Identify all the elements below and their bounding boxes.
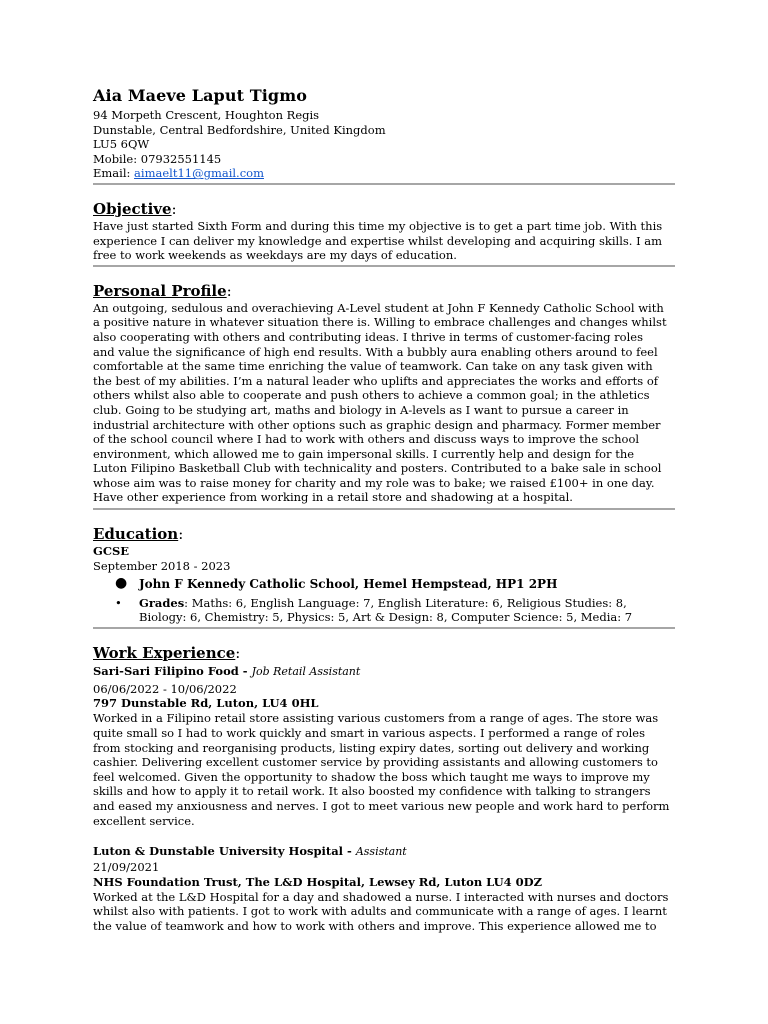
job-title: [93, 843, 675, 860]
objective-heading: Objective:: [93, 199, 177, 218]
email-link[interactable]: aimaelt11@gmail.com: [134, 166, 264, 181]
education-list: [93, 576, 675, 625]
job-dates: 21/09/2021: [93, 860, 160, 875]
profile-text: An outgoing, sedulous and overachieving A-Level student at John F Kennedy Catholic School with a positive nature in whatever situation there is. Willing to embrace challenges and changes whilst also cooperating with others and contributing ideas. I thrive in terms of customer-facing roles and value the significance of high end results. With a bubbly aura enabling others around to feel comfortable at the same time enriching the value of teamwork. Can take on any task given with the best of my abilities. I’m a natural leader who uplifts and appreciates the works and efforts of others whilst also able to cooperate and push others to achieve a common goal; in the athletics club. Going to be studying art, maths and biology in A-levels as I want to pursue a career in industrial architecture with other options such as graphic design and pharmacy. Former member of the school council where I had to work with others and discuss ways to improve the school environment, which allowed me to gain impersonal skills. I currently help and design for the Luton Filipino Basketball Club with technicality and posters. Contributed to a bake sale in school whose aim was to raise money for charity and my role was to bake; we raised £100+ in one day. Have other experience from working in a retail store and shadowing at a hospital.: [93, 300, 667, 505]
job-dates: 06/06/2022 - 10/06/2022: [93, 681, 237, 696]
cv-document: [93, 86, 675, 934]
job-role: Job Retail Assistant: [251, 664, 361, 678]
job-title: [93, 663, 675, 680]
mobile-label: Mobile:: [93, 151, 138, 166]
profile-heading: Personal Profile:: [93, 281, 232, 300]
divider: [93, 627, 675, 629]
job-entry: [93, 843, 675, 933]
job-entry: [93, 663, 675, 828]
education-dates: September 2018 - 2023: [93, 559, 231, 574]
email-line: [93, 166, 675, 181]
job-description: Worked at the L&D Hospital for a day and shadowed a nurse. I interacted with nurses and doctors whilst also with patients. I got to work with adults and communicate with a range of ages. I learnt the value of teamwork and how to work with others and improve. This experience allowed me to: [93, 889, 669, 933]
address-line-2: Dunstable, Central Bedfordshire, United Kingdom: [93, 122, 386, 137]
job-address: 797 Dunstable Rd, Luton, LU4 0HL: [93, 696, 319, 711]
job-role: Assistant: [355, 845, 407, 859]
qualification: GCSE: [93, 544, 130, 559]
list-item: [93, 576, 675, 592]
job-description: Worked in a Filipino retail store assisting various customers from a range of ages. The store was quite small so I had to work quickly and smart in various aspects. I performed a range of roles from stocking and reorganising products, listing expiry dates, sorting out delivery and working cashier. Delivering excellent customer service by providing assistants and allowing customers to feel welcomed. Given the opportunity to shadow the boss which taught me ways to improve my skills and how to apply it to retail work. It also boosted my confidence with talking to strangers and eased my anxiousness and nerves. I got to meet various new people and work hard to perform excellent service.: [93, 711, 670, 828]
grades-text-2: Biology: 6, Chemistry: 5, Physics: 5, Art & Design: 8, Computer Science: 5, Media: 7: [139, 610, 633, 625]
grades-label: Grades: [139, 595, 185, 610]
postcode: LU5 6QW: [93, 137, 150, 152]
address-line-1: 94 Morpeth Crescent, Houghton Regis: [93, 108, 320, 122]
job-address: NHS Foundation Trust, The L&D Hospital, Lewsey Rd, Luton LU4 0DZ: [93, 874, 543, 889]
bullet-icon: ●: [115, 574, 128, 591]
email-label: Email:: [93, 166, 131, 181]
list-item: [93, 596, 675, 625]
school-name: John F Kennedy Catholic School, Hemel Hempstead, HP1 2PH: [139, 576, 558, 591]
divider: [93, 183, 675, 185]
mobile-number: 07932551145: [140, 151, 222, 166]
work-heading: Work Experience:: [93, 643, 241, 662]
divider: [93, 265, 675, 267]
bullet-icon: •: [115, 595, 122, 610]
candidate-name: Aia Maeve Laput Tigmo: [93, 86, 308, 105]
job-organisation: Luton & Dunstable University Hospital -: [93, 844, 356, 859]
divider: [93, 508, 675, 510]
education-heading: Education:: [93, 525, 184, 544]
mobile-line: [93, 152, 675, 167]
job-organisation: Sari-Sari Filipino Food -: [93, 663, 252, 678]
objective-text: Have just started Sixth Form and during this time my objective is to get a part time job. With this experience I can deliver my knowledge and expertise whilst developing and acquiring skills. I am free to work weekends as weekdays are my days of education.: [93, 218, 663, 263]
grades-text-1: : Maths: 6, English Language: 7, English Literature: 6, Religious Studies: 8,: [184, 595, 627, 610]
